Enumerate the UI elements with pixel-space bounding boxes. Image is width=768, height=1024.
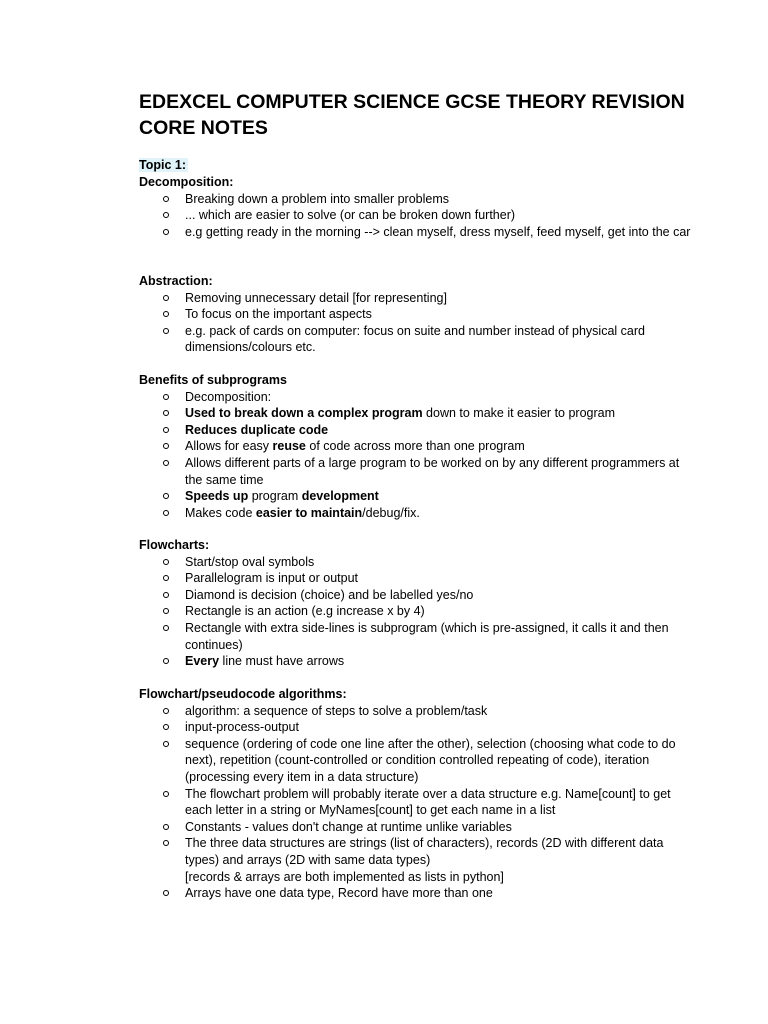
list-item: sequence (ordering of code one line after the other), selection (choosing what code to do next), repetition (count-controlled or condition controlled repeating of code), iteration (processing every item in a data structure) — [139, 736, 699, 786]
item-text: down to make it easier to program — [422, 406, 616, 421]
list-item: Rectangle with extra side-lines is subprogram (which is pre-assigned, it calls it and then continues) — [139, 620, 699, 653]
list-item: e.g getting ready in the morning --> clean myself, dress myself, feed myself, get into the car — [139, 224, 699, 241]
bold-text: easier to maintain — [255, 505, 363, 520]
list-item — [139, 438, 699, 455]
flowcharts-list — [139, 554, 699, 670]
algorithms-heading: Flowchart/pseudocode algorithms: — [139, 687, 347, 701]
item-text: The three data structures are strings (list of characters), records (2D with different data types) and arrays (2D with same data types) — [185, 836, 664, 867]
list-item: input-process-output — [139, 719, 699, 736]
bold-text: development — [301, 489, 379, 504]
list-item: The flowchart problem will probably iterate over a data structure e.g. Name[count] to get each letter in a string or MyNames[count] to get each name in a list — [139, 786, 699, 819]
decomposition-section — [139, 174, 699, 240]
algorithms-list — [139, 703, 699, 902]
page-title — [139, 89, 739, 141]
list-item: Constants - values don't change at runtime unlike variables — [139, 819, 699, 836]
title-line-1: EDEXCEL COMPUTER SCIENCE GCSE THEORY REVISION — [139, 91, 685, 113]
list-item: Diamond is decision (choice) and be labelled yes/no — [139, 587, 699, 604]
list-item — [139, 422, 699, 439]
item-text: /debug/fix. — [362, 505, 420, 520]
bold-text: Used to break down a complex program — [185, 406, 423, 421]
decomposition-list — [139, 191, 699, 241]
item-note: [records & arrays are both implemented as lists in python] — [185, 869, 504, 884]
item-text: line must have arrows — [219, 654, 345, 669]
list-item: Decomposition: — [139, 389, 699, 406]
subprograms-section — [139, 372, 699, 521]
flowcharts-heading: Flowcharts: — [139, 538, 210, 552]
item-text: program — [248, 489, 302, 504]
list-item — [139, 505, 699, 522]
subprograms-list — [139, 389, 699, 522]
bold-text: Every — [185, 654, 220, 669]
list-item: algorithm: a sequence of steps to solve a problem/task — [139, 703, 699, 720]
list-item: Start/stop oval symbols — [139, 554, 699, 571]
abstraction-heading: Abstraction: — [139, 274, 213, 288]
list-item: Allows different parts of a large program to be worked on by any different programmers at the same time — [139, 455, 699, 488]
list-item — [139, 835, 699, 885]
item-text: of code across more than one program — [305, 439, 525, 454]
list-item: e.g. pack of cards on computer: focus on suite and number instead of physical card dimensions/colours etc. — [139, 323, 699, 356]
list-item — [139, 653, 699, 670]
bold-text: reuse — [272, 439, 306, 454]
subprograms-heading: Benefits of subprograms — [139, 373, 287, 387]
list-item: ... which are easier to solve (or can be broken down further) — [139, 207, 699, 224]
list-item: Removing unnecessary detail [for representing] — [139, 290, 699, 307]
list-item: To focus on the important aspects — [139, 306, 699, 323]
bold-text: Speeds up — [185, 489, 249, 504]
list-item — [139, 488, 699, 505]
topic-label — [139, 157, 188, 174]
title-line-2: CORE NOTES — [139, 117, 268, 139]
item-text: Allows for easy — [185, 439, 273, 454]
bold-text: Reduces duplicate code — [185, 422, 329, 437]
algorithms-section — [139, 686, 699, 902]
list-item: Breaking down a problem into smaller problems — [139, 191, 699, 208]
abstraction-section — [139, 273, 699, 356]
flowcharts-section — [139, 537, 699, 670]
decomposition-heading: Decomposition: — [139, 175, 234, 189]
list-item: Arrays have one data type, Record have more than one — [139, 885, 699, 902]
topic-highlight: Topic 1: — [139, 158, 186, 172]
list-item — [139, 405, 699, 422]
item-text: Makes code — [185, 505, 256, 520]
list-item: Rectangle is an action (e.g increase x by 4) — [139, 603, 699, 620]
abstraction-list — [139, 290, 699, 356]
list-item: Parallelogram is input or output — [139, 570, 699, 587]
